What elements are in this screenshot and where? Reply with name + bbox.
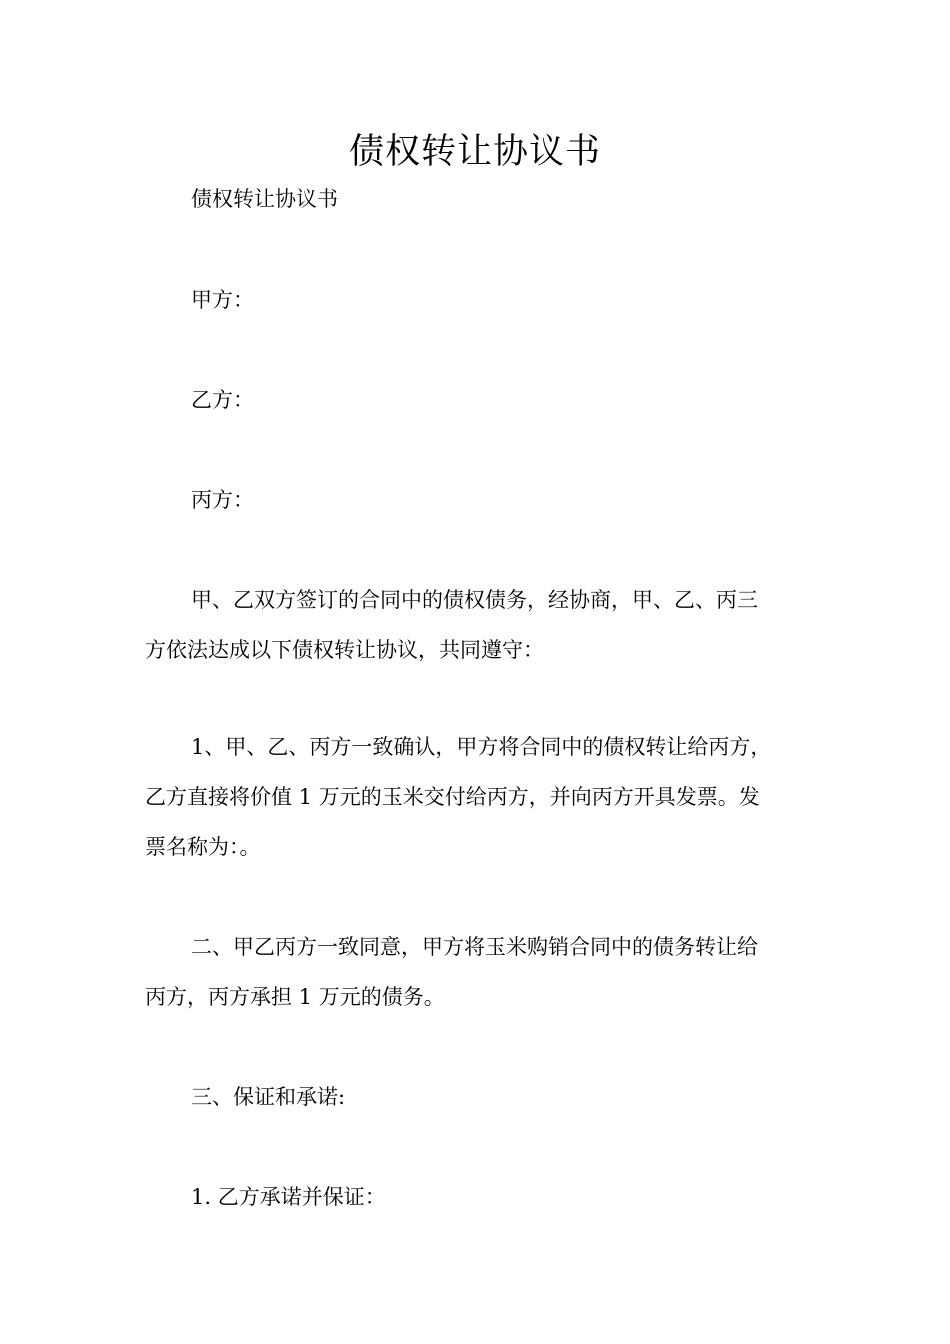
party-c-line bbox=[145, 475, 807, 525]
clause-1-paragraph bbox=[145, 722, 807, 872]
paragraph-line: 甲、乙双方签订的合同中的债权债务，经协商，甲、乙、丙三 bbox=[191, 588, 758, 612]
paragraph-line: 二、甲乙丙方一致同意，甲方将玉米购销合同中的债务转让给 bbox=[191, 935, 758, 959]
paragraph-line: 债权转让协议书 bbox=[191, 187, 338, 211]
clause-3-1-paragraph bbox=[145, 1172, 807, 1222]
party-b-line bbox=[145, 375, 807, 425]
document-title: 债权转让协议书 bbox=[348, 132, 601, 172]
paragraph-line: 甲方： bbox=[191, 288, 254, 312]
party-a-line bbox=[145, 275, 807, 325]
clause-3-paragraph bbox=[145, 1072, 807, 1122]
paragraph-line: 乙方直接将价值 1 万元的玉米交付给丙方，并向丙方开具发票。发 bbox=[145, 785, 760, 809]
subtitle-paragraph bbox=[145, 174, 807, 224]
preamble-paragraph bbox=[145, 575, 807, 675]
paragraph-line: 票名称为：。 bbox=[145, 835, 261, 859]
clause-2-paragraph bbox=[145, 922, 807, 1022]
paragraph-line: 方依法达成以下债权转让协议，共同遵守： bbox=[145, 638, 544, 662]
paragraph-line: 1、甲、乙、丙方一致确认，甲方将合同中的债权转让给丙方， bbox=[191, 735, 772, 759]
paragraph-line: 三、保证和承诺: bbox=[191, 1085, 346, 1109]
paragraph-line: 1. 乙方承诺并保证： bbox=[191, 1185, 386, 1209]
paragraph-line: 丙方，丙方承担 1 万元的债务。 bbox=[145, 985, 445, 1009]
paragraph-line: 丙方： bbox=[191, 488, 254, 512]
paragraph-line: 乙方： bbox=[191, 388, 254, 412]
